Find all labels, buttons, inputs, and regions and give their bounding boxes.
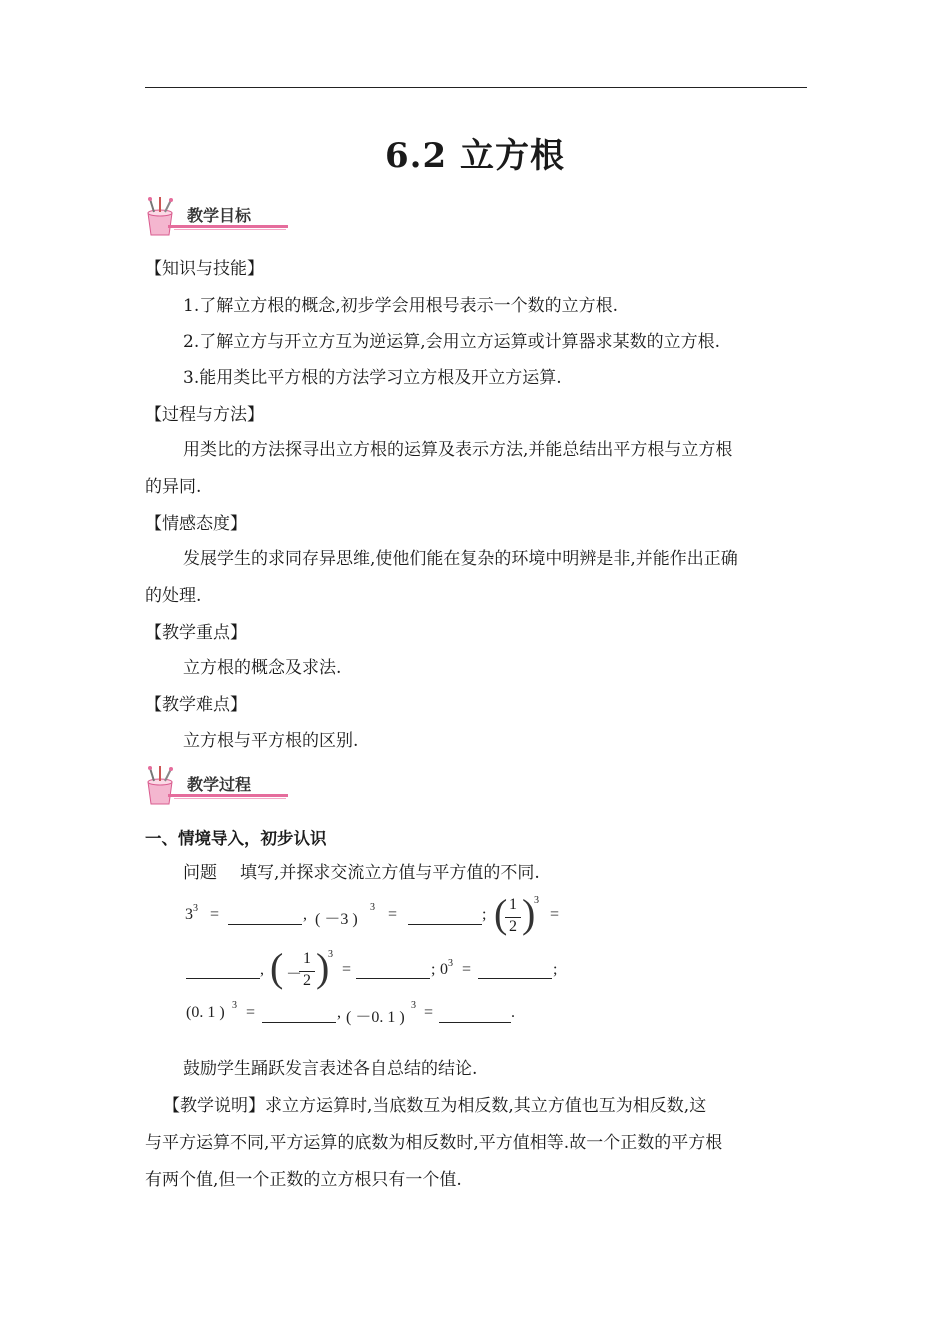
note-line-2: 与平方运算不同,平方运算的底数为相反数时,平方值相等.故一个正数的平方根 (145, 1133, 723, 1153)
badge-underline-thin (174, 229, 286, 230)
math-0-1: (0. 1 ) (186, 1004, 225, 1021)
equals-sign: = (388, 906, 398, 923)
answer-blank-1[interactable] (228, 924, 302, 925)
left-paren: ( (494, 891, 508, 936)
right-paren: ) (316, 945, 330, 990)
page-title: 6.2 立方根 (385, 136, 565, 176)
key-heading: 【教学重点】 (145, 623, 247, 643)
knowledge-item-3: 3.能用类比平方根的方法学习立方根及开立方运算. (183, 368, 562, 388)
answer-blank-2[interactable] (408, 924, 482, 925)
answer-blank-7[interactable] (439, 1022, 511, 1023)
exponent: 3 (328, 949, 333, 960)
key-text: 立方根的概念及求法. (183, 658, 342, 678)
answer-blank-4[interactable] (356, 978, 430, 979)
frac-numerator: 1 (509, 896, 517, 913)
equals-sign: = (550, 906, 560, 923)
question-label: 问题 (183, 863, 217, 883)
math-neg3: ( －3 ) (315, 911, 358, 928)
exponent: 3 (411, 1000, 416, 1011)
pencil-cup-icon (142, 195, 182, 237)
minus-sign: － (286, 966, 303, 983)
equals-sign: = (342, 961, 352, 978)
badge-underline-thin (174, 798, 286, 799)
exponent: 3 (232, 1000, 237, 1011)
answer-blank-3[interactable] (186, 978, 260, 979)
semicolon: ; (431, 961, 436, 978)
method-line-1: 用类比的方法探寻出立方根的运算及表示方法,并能总结出平方根与立方根 (183, 440, 733, 460)
attitude-line-2: 的处理. (145, 586, 202, 606)
process-badge (140, 764, 292, 808)
math-3-cubed: $3^3$ (185, 903, 198, 923)
attitude-line-1: 发展学生的求同存异思维,使他们能在复杂的环境中明辨是非,并能作出正确 (183, 549, 738, 569)
difficult-text: 立方根与平方根的区别. (183, 731, 359, 751)
answer-blank-5[interactable] (478, 978, 552, 979)
left-paren: ( (270, 945, 284, 990)
pencil-cup-icon (142, 764, 182, 806)
right-paren: ) (522, 891, 536, 936)
goals-badge (140, 195, 292, 239)
note-line-1: 【教学说明】求立方运算时,当底数互为相反数,其立方值也互为相反数,这 (163, 1096, 707, 1116)
process-badge-label: 教学过程 (187, 775, 252, 794)
frac-denominator: 2 (509, 918, 517, 935)
header-rule (145, 87, 807, 88)
comma: , (337, 1004, 341, 1021)
comma: , (303, 906, 307, 923)
encourage-text: 鼓励学生踊跃发言表述各自总结的结论. (183, 1059, 478, 1079)
note-line-3: 有两个值,但一个正数的立方根只有一个值. (145, 1170, 462, 1190)
semicolon: ; (482, 906, 487, 923)
exponent: 3 (370, 902, 375, 913)
knowledge-item-1: 1.了解立方根的概念,初步学会用根号表示一个数的立方根. (183, 296, 619, 316)
period: . (511, 1004, 515, 1021)
semicolon: ; (553, 961, 558, 978)
equals-sign: = (462, 961, 472, 978)
frac-numerator: 1 (303, 950, 311, 967)
equals-sign: = (210, 906, 220, 923)
knowledge-heading: 【知识与技能】 (145, 259, 264, 279)
difficult-heading: 【教学难点】 (145, 695, 247, 715)
math-neg-0-1: ( －0. 1 ) (346, 1009, 405, 1026)
attitude-heading: 【情感态度】 (145, 514, 247, 534)
goals-badge-label: 教学目标 (187, 206, 252, 225)
frac-denominator: 2 (303, 972, 311, 989)
comma: , (260, 961, 264, 978)
equals-sign: = (424, 1004, 434, 1021)
answer-blank-6[interactable] (262, 1022, 336, 1023)
part1-heading: 一、情境导入，初步认识 (145, 829, 327, 848)
method-line-2: 的异同. (145, 477, 202, 497)
equals-sign: = (246, 1004, 256, 1021)
question-text: 填写,并探求交流立方值与平方值的不同. (240, 863, 540, 883)
exponent: 3 (534, 895, 539, 906)
math-0-cubed: $0^3$ (440, 958, 453, 978)
knowledge-item-2: 2.了解立方与开立方互为逆运算,会用立方运算或计算器求某数的立方根. (183, 332, 721, 352)
method-heading: 【过程与方法】 (145, 405, 264, 425)
